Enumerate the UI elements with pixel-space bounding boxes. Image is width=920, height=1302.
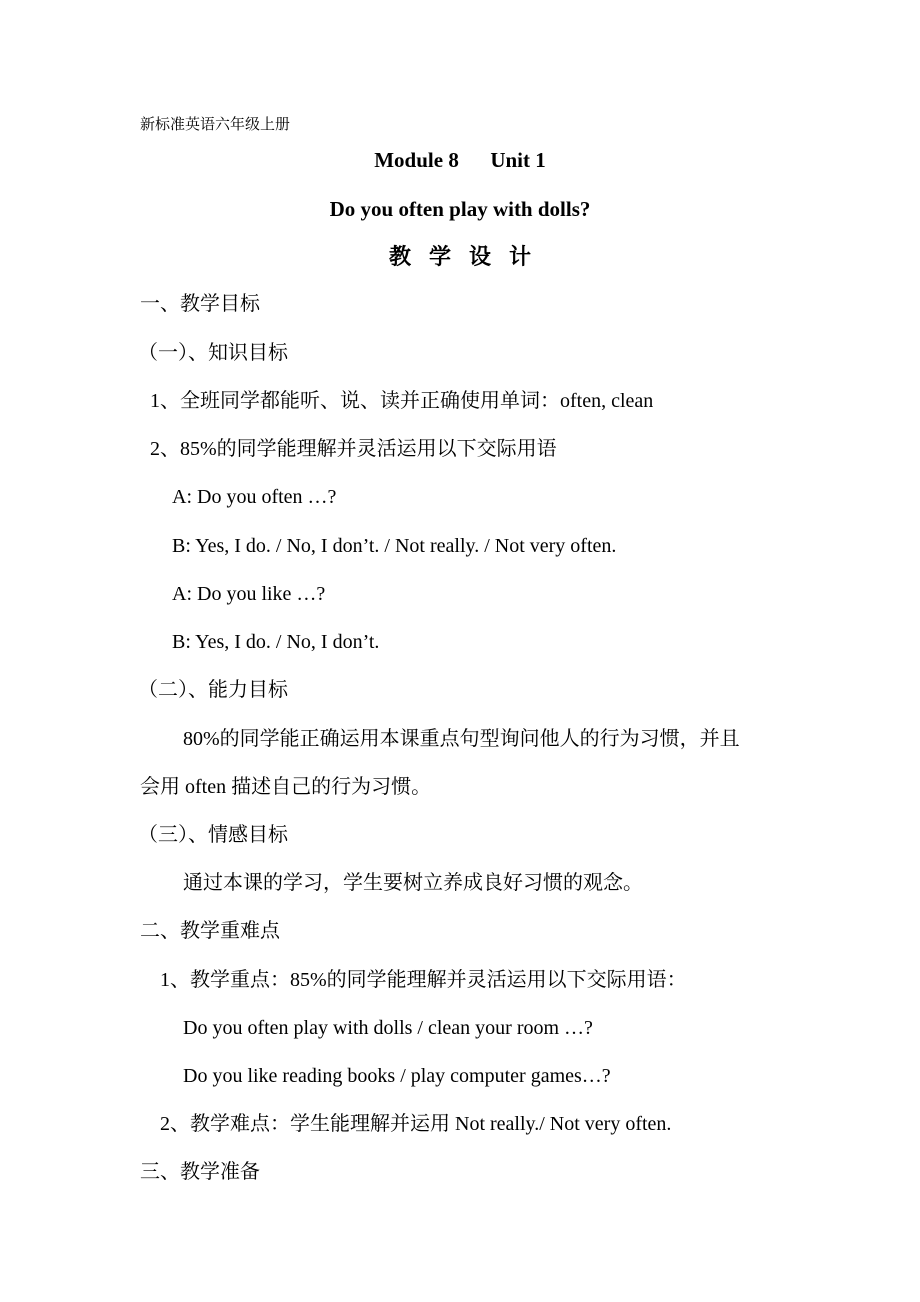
- paragraph: 通过本课的学习，学生要树立养成良好习惯的观念。: [183, 872, 643, 894]
- list-item: 2、教学难点：学生能理解并运用 Not really./ Not very often.: [160, 1113, 672, 1135]
- lesson-title: Do you often play with dolls?: [329, 197, 591, 221]
- dialogue-line: Do you often play with dolls / clean your room …?: [183, 1017, 593, 1039]
- document-header: 新标准英语六年级上册: [140, 117, 291, 133]
- dialogue-line: A: Do you often …?: [172, 486, 337, 508]
- section-heading: 三、教学准备: [140, 1161, 260, 1183]
- dialogue-line: A: Do you like …?: [172, 583, 326, 605]
- dialogue-line: B: Yes, I do. / No, I don’t.: [172, 631, 380, 653]
- list-item: 1、全班同学都能听、说、读并正确使用单词：often, clean: [150, 390, 654, 412]
- subsection-heading: （三）、情感目标: [138, 824, 288, 846]
- paragraph: 80%的同学能正确运用本课重点句型询问他人的行为习惯，并且: [183, 728, 740, 750]
- module-title: Module 8 Unit 1: [374, 148, 546, 172]
- subsection-heading: （二）、能力目标: [138, 679, 288, 701]
- list-item: 1、教学重点：85%的同学能理解并灵活运用以下交际用语：: [160, 969, 687, 991]
- section-heading: 二、教学重难点: [140, 920, 280, 942]
- dialogue-line: Do you like reading books / play computer games…?: [183, 1065, 611, 1087]
- subsection-heading: （一）、知识目标: [138, 342, 288, 364]
- list-item: 2、85%的同学能理解并灵活运用以下交际用语: [150, 438, 557, 460]
- dialogue-line: B: Yes, I do. / No, I don’t. / Not really. / Not very often.: [172, 535, 617, 557]
- paragraph: 会用 often 描述自己的行为习惯。: [140, 776, 432, 798]
- section-heading: 一、教学目标: [140, 293, 260, 315]
- design-title: 教学设计: [388, 244, 549, 269]
